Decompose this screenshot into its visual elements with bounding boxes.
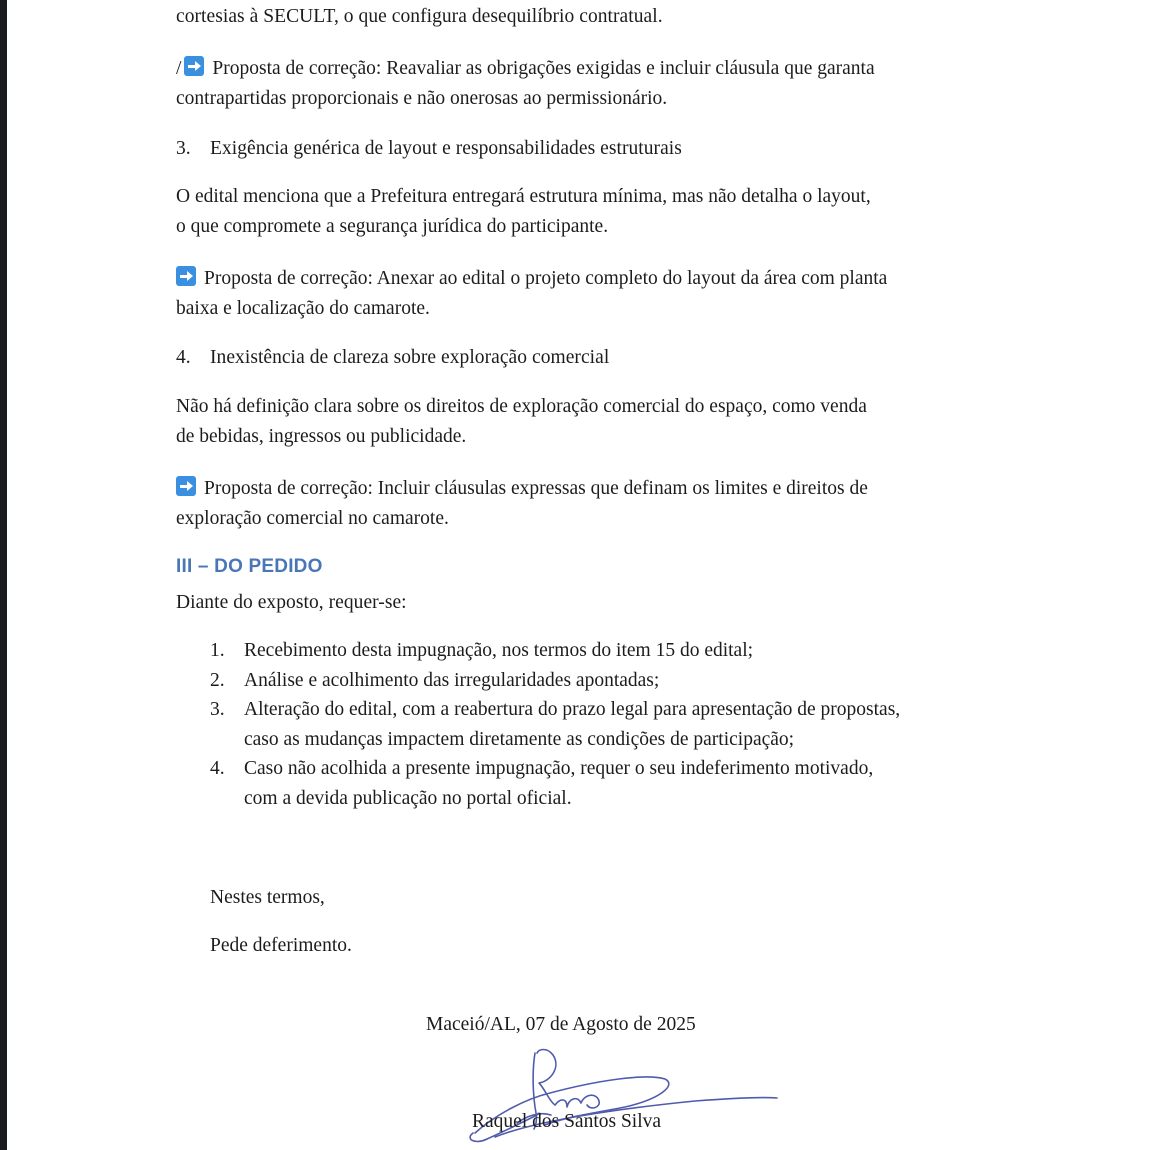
item-4-number: 4. — [176, 347, 191, 368]
request-number: 4. — [210, 758, 225, 779]
section-heading-pedido: III – DO PEDIDO — [176, 556, 323, 577]
request-item — [210, 695, 900, 754]
place-date: Maceió/AL, 07 de Agosto de 2025 — [426, 1014, 696, 1035]
proposal-1 — [176, 54, 991, 114]
request-number: 1. — [210, 640, 225, 661]
section-intro: Diante do exposto, requer-se: — [176, 592, 407, 613]
item-3-proposal-line-1: Proposta de correção: Anexar ao edital o projeto completo do layout da área com planta — [204, 268, 888, 289]
item-3-title: Exigência genérica de layout e responsabilidades estruturais — [210, 138, 682, 159]
item-4-heading — [176, 343, 609, 373]
request-number: 3. — [210, 699, 225, 720]
signer-name: Raquel dos Santos Silva — [472, 1111, 662, 1132]
closing-line-1: Nestes termos, — [210, 887, 325, 908]
item-3-body-line-2: o que compromete a segurança jurídica do participante. — [176, 216, 609, 237]
item-3-body-line-1: O edital menciona que a Prefeitura entregará estrutura mínima, mas não detalha o layout, — [176, 186, 871, 207]
item-4-proposal-line-1: Proposta de correção: Incluir cláusulas expressas que definam os limites e direitos de — [204, 478, 868, 499]
document-page — [7, 0, 1150, 1150]
request-text-continued: com a devida publicação no portal oficial. — [244, 787, 572, 809]
item-3-heading — [176, 134, 682, 164]
request-list — [210, 636, 900, 813]
item-4-proposal-line-2: exploração comercial no camarote. — [176, 508, 449, 529]
closing-line-2: Pede deferimento. — [210, 935, 352, 956]
proposal-1-line-2: contrapartidas proporcionais e não onerosas ao permissionário. — [176, 88, 668, 109]
request-item — [210, 666, 900, 696]
arrow-right-icon — [176, 476, 196, 496]
request-text: Caso não acolhida a presente impugnação, requer o seu indeferimento motivado, — [244, 758, 874, 779]
request-item — [210, 754, 900, 813]
item-4-body-line-1: Não há definição clara sobre os direitos de exploração comercial do espaço, como venda — [176, 396, 867, 417]
request-text: Análise e acolhimento das irregularidades apontadas; — [244, 669, 660, 691]
item-4-body-line-2: de bebidas, ingressos ou publicidade. — [176, 426, 467, 447]
item-4-proposal — [176, 474, 991, 534]
item-3-number: 3. — [176, 138, 191, 159]
paragraph-top-line: cortesias à SECULT, o que configura desequilíbrio contratual. — [176, 6, 663, 27]
request-text-continued: caso as mudanças impactem diretamente as condições de participação; — [244, 728, 795, 750]
item-4-title: Inexistência de clareza sobre exploração comercial — [210, 347, 610, 368]
arrow-right-icon — [184, 56, 204, 76]
request-text: Alteração do edital, com a reabertura do prazo legal para apresentação de propostas, — [244, 699, 901, 720]
item-3-proposal — [176, 264, 991, 324]
request-text: Recebimento desta impugnação, nos termos do item 15 do edital; — [244, 640, 754, 661]
arrow-right-icon — [176, 266, 196, 286]
item-3-proposal-line-2: baixa e localização do camarote. — [176, 298, 430, 319]
request-number: 2. — [210, 669, 225, 691]
item-4-body — [176, 392, 991, 452]
proposal-1-line-1: Proposta de correção: Reavaliar as obrigações exigidas e incluir cláusula que garanta — [212, 58, 875, 79]
viewer-left-edge — [0, 0, 7, 1150]
item-3-body — [176, 182, 991, 242]
slash-mark: / — [176, 58, 182, 79]
request-item — [210, 636, 900, 666]
